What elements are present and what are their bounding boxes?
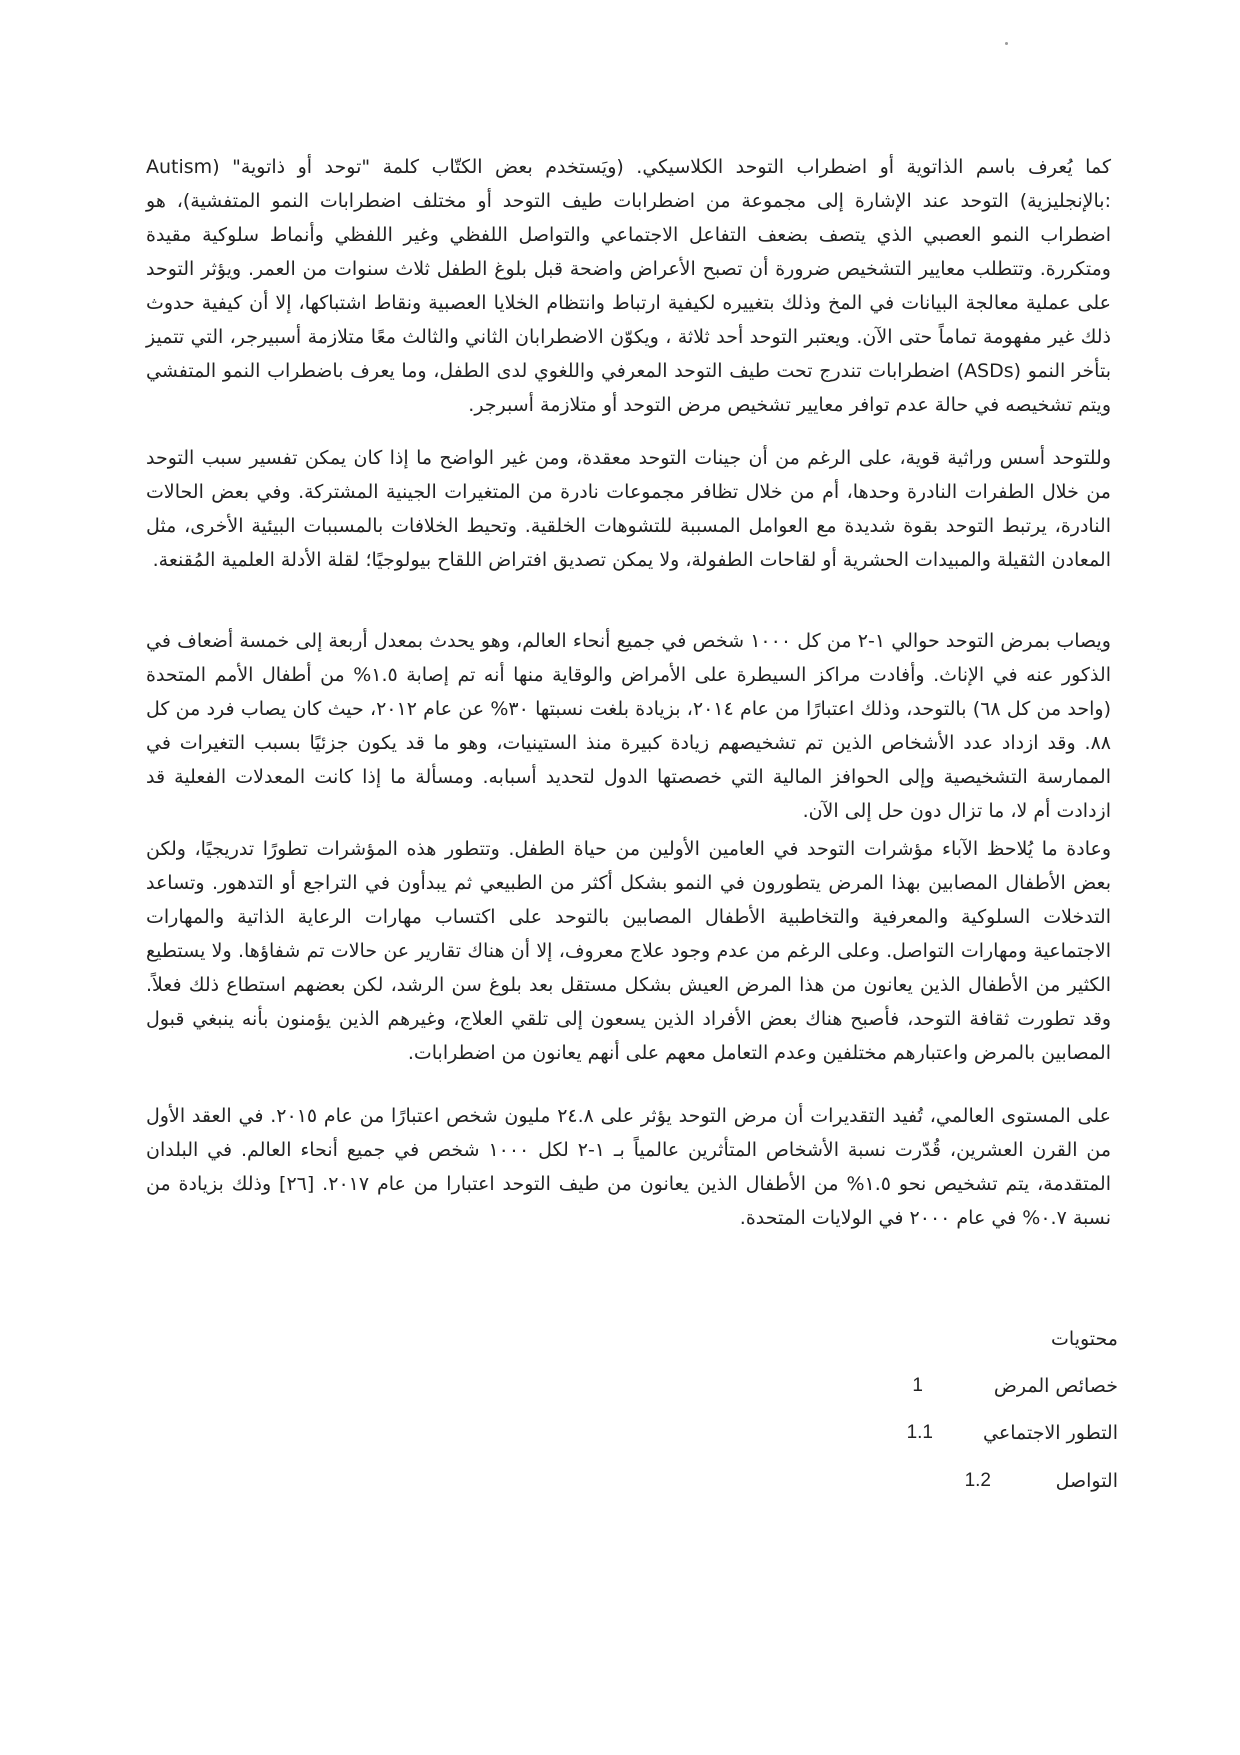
paragraph-genetics: وللتوحد أسس وراثية قوية، على الرغم من أن جينات التوحد معقدة، ومن غير الواضح ما إذا كان يمكن تفسير سبب التوحد من خلال الطفرات النادرة وحدها، أم من خلال تظافر مجموعات نادرة من المتغيرات الجينية المشتركة. وفي بعض الحالات النادرة، يرتبط التوحد بقوة شديدة مع العوامل المسببة للتشوهات الخلقية. وتحيط الخلافات بالمسببات البيئية الأخرى، مثل المعادن الثقيلة والمبيدات الحشرية أو لقاحات الطفولة، ولا يمكن تصديق افتراض اللقاح بيولوجيًا؛ لقلة الأدلة العلمية المُقنعة. [146,447,1111,571]
toc-item-label: التواصل [1055,1470,1118,1492]
paragraph-definition: كما يُعرف باسم الذاتوية أو اضطراب التوحد الكلاسيكي. (ويَستخدم بعض الكتّاب كلمة "توحد أو ذاتوية" (Autism :بالإنجليزية) التوحد عند الإشارة إلى مجموعة من اضطرابات طيف التوحد أو مختلف اضطرابات النمو المتفشية)، هو اضطراب النمو العصبي الذي يتصف بضعف التفاعل الاجتماعي والتواصل اللفظي وغير اللفظي وأنماط سلوكية مقيدة ومتكررة. وتتطلب معايير التشخيص ضرورة أن تصبح الأعراض واضحة قبل بلوغ الطفل ثلاث سنوات من العمر. ويؤثر التوحد على عملية معالجة البيانات في المخ وذلك بتغييره لكيفية ارتباط وانتظام الخلايا العصبية ونقاط اشتباكها، إلا أن كيفية حدوث ذلك غير مفهومة تماماً حتى الآن. ويعتبر التوحد أحد ثلاثة ، ويكوّن الاضطرابان الثاني والثالث معًا متلازمة أسبيرجر، التي تتميز بتأخر النمو (ASDs) اضطرابات تندرج تحت طيف التوحد المعرفي واللغوي لدى الطفل، وما يعرف باضطراب النمو المتفشي ويتم تشخيصه في حالة عدم توافر معايير تشخيص مرض التوحد أو متلازمة أسبرجر. [146,156,1111,416]
paragraph-development: وعادة ما يُلاحظ الآباء مؤشرات التوحد في العامين الأولين من حياة الطفل. وتتطور هذه المؤشرات تطورًا تدريجيًا، ولكن بعض الأطفال المصابين بهذا المرض يتطورون في النمو بشكل أكثر من الطبيعي ثم يبدأون في التراجع أو التدهور. وتساعد التدخلات السلوكية والمعرفية والتخاطبية الأطفال المصابين بالتوحد على اكتساب مهارات الرعاية الذاتية والمهارات الاجتماعية ومهارات التواصل. وعلى الرغم من عدم وجود علاج معروف، إلا أن هناك تقارير عن حالات تم شفاؤها. ولا يستطيع الكثير من الأطفال الذين يعانون من هذا المرض العيش بشكل مستقل بعد بلوغ سن الرشد، لكن بعضهم استطاع ذلك فعلاً. وقد تطورت ثقافة التوحد، فأصبح هناك بعض الأفراد الذين يسعون إلى تلقي العلاج، وغيرهم الذين يؤمنون بأنه ينبغي قبول المصابين بالمرض واعتبارهم مختلفين وعدم التعامل معهم على أنهم يعانون من اضطرابات. [146,838,1111,1064]
toc-item-number: 1.1 [906,1422,933,1443]
toc-item-label: خصائص المرض [993,1375,1118,1397]
paragraph-prevalence: ويصاب بمرض التوحد حوالي ١-٢ من كل ١٠٠٠ شخص في جميع أنحاء العالم، وهو يحدث بمعدل أربعة إلى خمسة أضعاف في الذكور عنه في الإناث. وأفادت مراكز السيطرة على الأمراض والوقاية منها أنه تم إصابة ١.٥% من أطفال الأمم المتحدة (واحد من كل ٦٨) بالتوحد، وذلك اعتبارًا من عام ٢٠١٤، بزيادة بلغت نسبتها ٣٠% عن عام ٢٠١٢، حيث كان يصاب فرد من كل ٨٨. وقد ازداد عدد الأشخاص الذين تم تشخيصهم زيادة كبيرة منذ الستينيات، وهو ما قد يكون جزئيًا بسبب التغيرات في الممارسة التشخيصية وإلى الحوافز المالية التي خصصتها الدول لتحديد أسبابه. ومسألة ما إذا كانت المعدلات الفعلية قد ازدادت أم لا، ما تزال دون حل إلى الآن. [146,630,1112,822]
toc-item-label: التطور الاجتماعي [983,1422,1118,1444]
paragraph-global-estimates: على المستوى العالمي، تُفيد التقديرات أن مرض التوحد يؤثر على ٢٤.٨ مليون شخص اعتبارًا من عام ٢٠١٥. في العقد الأول من القرن العشرين، قُدّرت نسبة الأشخاص المتأثرين عالمياً بـ ١-٢ لكل ١٠٠٠ شخص في جميع أنحاء العالم. في البلدان المتقدمة، يتم تشخيص نحو ١.٥% من الأطفال الذين يعانون من طيف التوحد اعتبارا من عام ٢٠١٧. [٢٦] وذلك بزيادة من نسبة ٠.٧% في عام ٢٠٠٠ في الولايات المتحدة. [146,1105,1112,1229]
toc-item[interactable] [818,1470,1118,1502]
toc-item-number: 1.2 [964,1470,991,1491]
toc-item-number: 1 [912,1375,923,1396]
toc-title: محتويات [1051,1328,1118,1350]
scan-speck [1005,42,1008,45]
toc-item[interactable] [818,1375,1118,1407]
toc-item[interactable] [818,1422,1118,1454]
